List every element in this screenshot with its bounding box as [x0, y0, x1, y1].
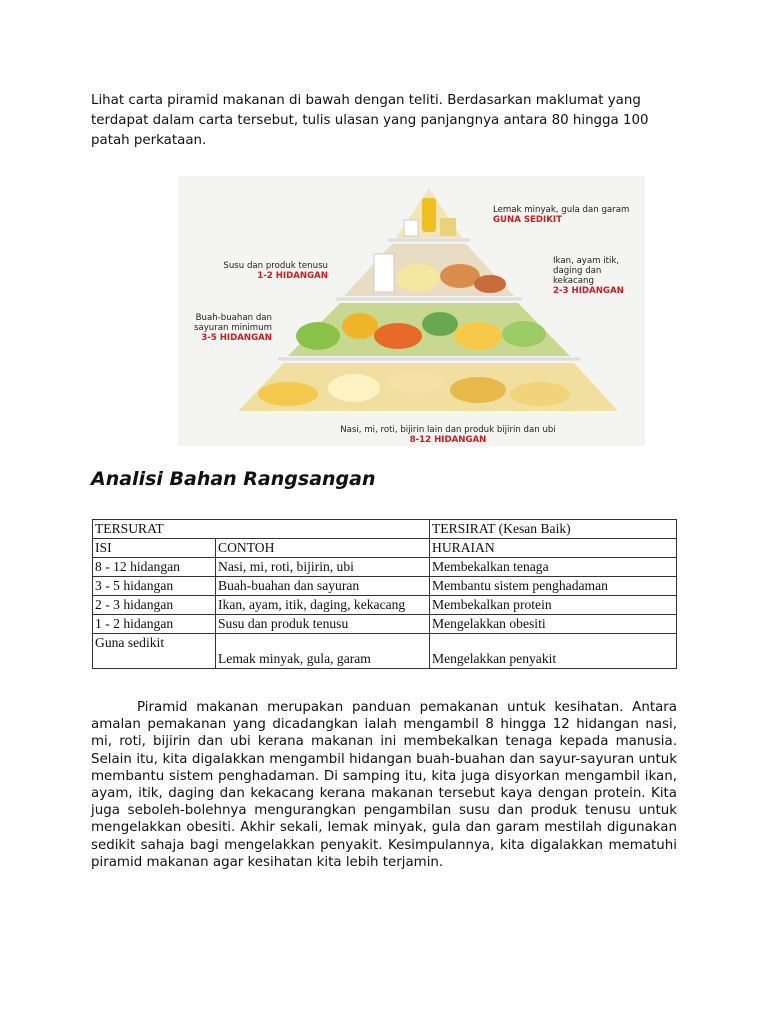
cell-isi: 8 - 12 hidangan: [93, 558, 216, 577]
pyramid-label-dairy: Susu dan produk tenusu 1-2 HIDANGAN: [223, 261, 328, 281]
pyramid-label-grains: Nasi, mi, roti, bijirin lain dan produk bijirin dan ubi 8-12 HIDANGAN: [340, 425, 556, 445]
table-row: [93, 596, 677, 615]
subheader-isi: ISI: [93, 539, 216, 558]
table-subheader-row: [93, 539, 677, 558]
table-header-row: [93, 520, 677, 539]
subheader-contoh: CONTOH: [216, 539, 430, 558]
pyramid-label-fruits: Buah-buahan dan sayuran minimum 3-5 HIDANGAN: [193, 313, 272, 343]
cell-isi: 3 - 5 hidangan: [93, 577, 216, 596]
section-title: Analisi Bahan Rangsangan: [91, 468, 376, 490]
pyramid-label-fats: Lemak minyak, gula dan garam GUNA SEDIKIT: [493, 205, 630, 225]
cell-huraian: Mengelakkan penyakit: [430, 634, 677, 669]
table-row: [93, 558, 677, 577]
cell-contoh: Lemak minyak, gula, garam: [216, 634, 430, 669]
table-row: [93, 634, 677, 669]
cell-isi: 2 - 3 hidangan: [93, 596, 216, 615]
cell-contoh: Nasi, mi, roti, bijirin, ubi: [216, 558, 430, 577]
essay-paragraph: Piramid makanan merupakan panduan pemakanan untuk kesihatan. Antara amalan pemakanan yang dicadangkan ialah mengambil 8 hingga 12 hidangan nasi, mi, roti, bijirin dan ubi kerana makanan ini membekalkan tenaga kepada manusia. Selain itu, kita digalakkan mengambil hidangan buah-buahan dan sayur-sayuran untuk membantu sistem penghadaman. Di samping itu, kita juga disyorkan mengambil ikan, ayam, itik, daging dan kekacang kerana makanan tersebut kaya dengan protein. Kita juga seboleh-bolehnya mengurangkan pengambilan susu dan produk tenusu untuk mengelakkan obesiti. Akhir sekali, lemak minyak, gula dan garam mestilah digunakan sedikit sahaja bagi mengelakkan penyakit. Kesimpulannya, kita digalakkan mematuhi piramid makanan agar kesihatan kita lebih terjamin.: [91, 700, 677, 870]
header-tersurat: TERSURAT: [93, 520, 430, 539]
cell-contoh: Susu dan produk tenusu: [216, 615, 430, 634]
subheader-huraian: HURAIAN: [430, 539, 677, 558]
cell-huraian: Membantu sistem penghadaman: [430, 577, 677, 596]
table-row: [93, 615, 677, 634]
instruction-text: Lihat carta piramid makanan di bawah dengan teliti. Berdasarkan maklumat yang terdapat dalam carta tersebut, tulis ulasan yang panjangnya antara 80 hingga 100 patah perkataan.: [91, 93, 649, 148]
analysis-table: [92, 519, 677, 669]
food-pyramid-figure: [178, 176, 645, 446]
cell-contoh: Buah-buahan dan sayuran: [216, 577, 430, 596]
cell-huraian: Membekalkan tenaga: [430, 558, 677, 577]
cell-huraian: Mengelakkan obesiti: [430, 615, 677, 634]
cell-isi: Guna sedikit: [93, 634, 216, 669]
header-tersirat: TERSIRAT (Kesan Baik): [430, 520, 677, 539]
cell-huraian: Membekalkan protein: [430, 596, 677, 615]
pyramid-label-protein: Ikan, ayam itik, daging dan kekacang 2-3 HIDANGAN: [553, 256, 624, 296]
cell-contoh: Ikan, ayam, itik, daging, kekacang: [216, 596, 430, 615]
table-row: [93, 577, 677, 596]
cell-isi: 1 - 2 hidangan: [93, 615, 216, 634]
